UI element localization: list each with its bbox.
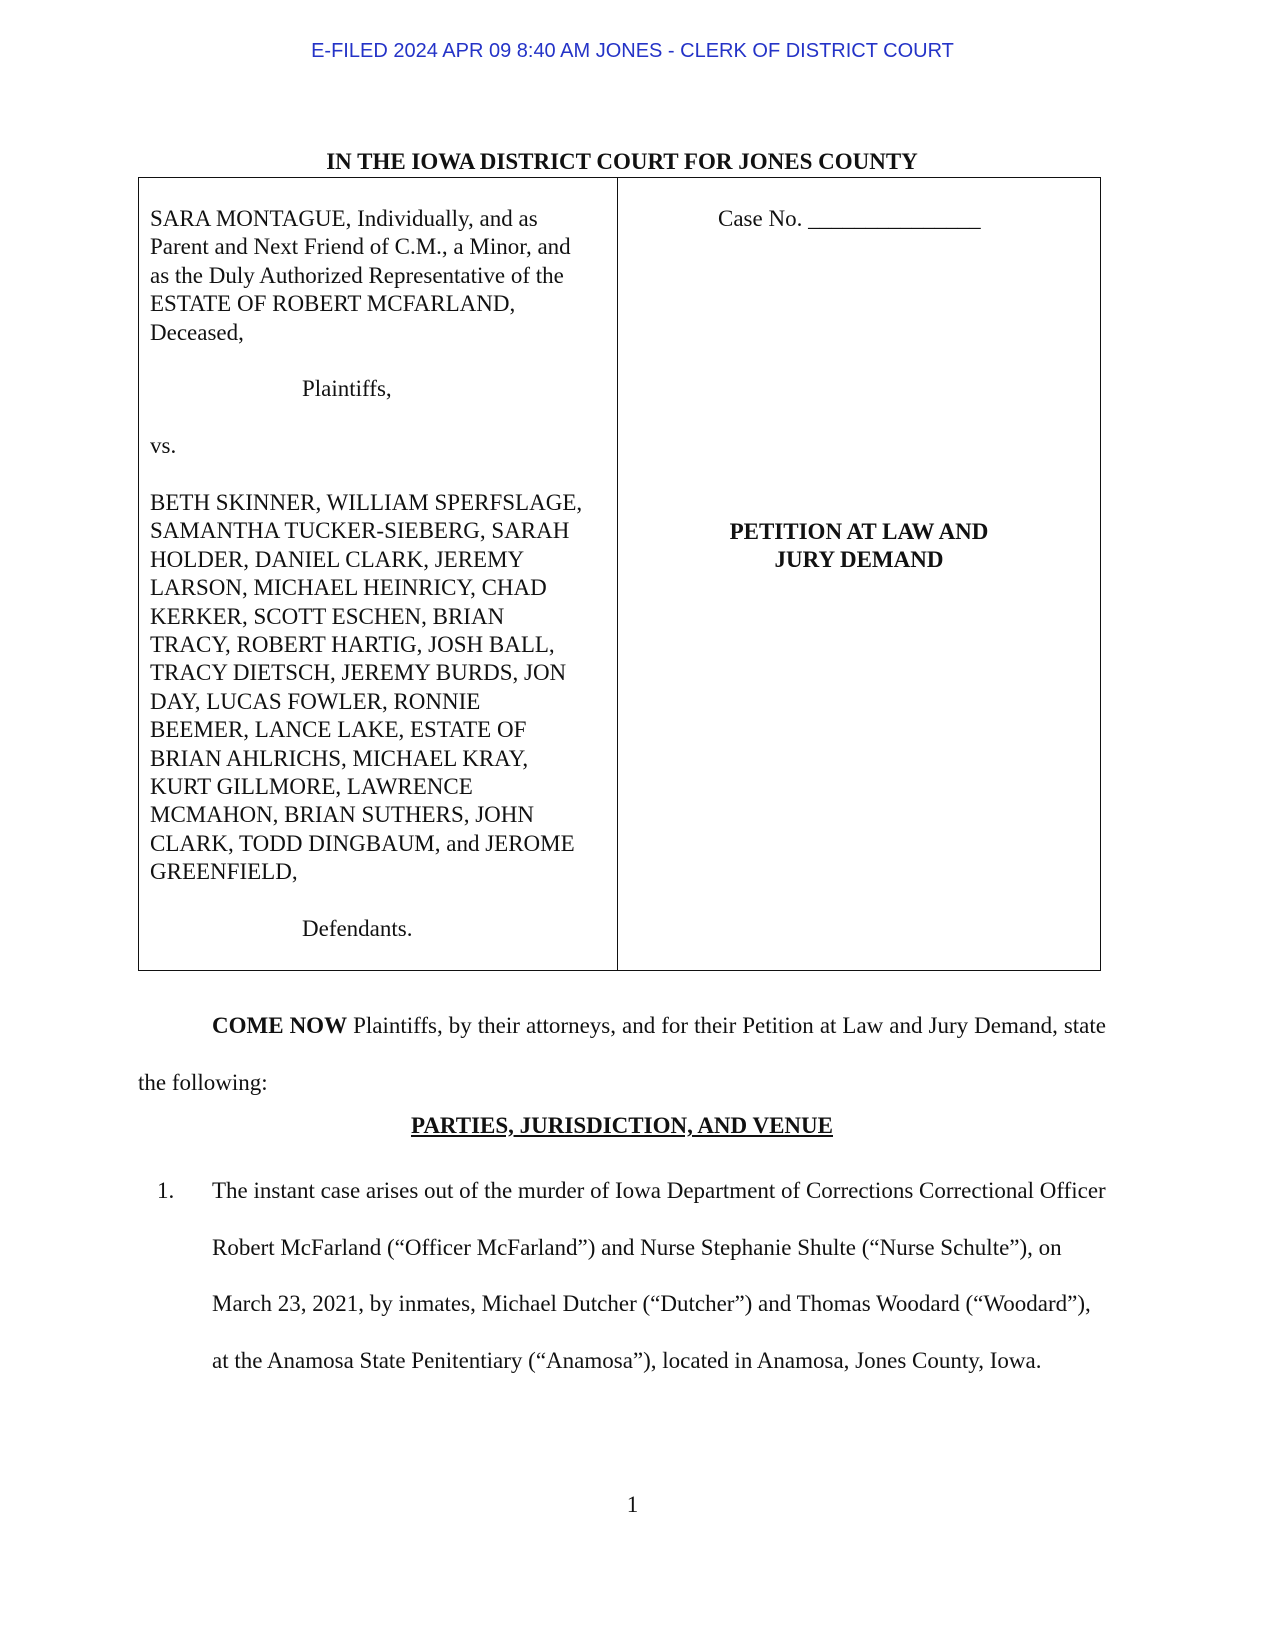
defendants-role: Defendants.: [302, 916, 413, 942]
defendant-line: HOLDER, DANIEL CLARK, JEREMY: [150, 546, 525, 572]
defendant-line: KERKER, SCOTT ESCHEN, BRIAN: [150, 603, 505, 629]
defendant-line: TRACY, ROBERT HARTIG, JOSH BALL,: [150, 632, 555, 658]
efile-stamp: E-FILED 2024 APR 09 8:40 AM JONES - CLERK OF DISTRICT COURT: [311, 40, 954, 62]
intro-paragraph: [138, 998, 1106, 1111]
defendant-names: [150, 489, 607, 887]
court-title: IN THE IOWA DISTRICT COURT FOR JONES COUNTY: [326, 149, 918, 174]
plaintiff-line: SARA MONTAGUE, Individually, and as: [150, 206, 538, 231]
intro-text: Plaintiffs, by their attorneys, and for their Petition at Law and Jury Demand, state the following:: [138, 1013, 1106, 1095]
page-number: 1: [626, 1492, 639, 1517]
defendant-line: KURT GILLMORE, LAWRENCE: [150, 774, 473, 800]
document-title-line: JURY DEMAND: [774, 547, 944, 573]
section-heading: PARTIES, JURISDICTION, AND VENUE: [410, 1113, 833, 1138]
intro-lead: COME NOW: [212, 1013, 348, 1038]
plaintiff-names: [150, 205, 607, 347]
plaintiff-line: ESTATE OF ROBERT MCFARLAND,: [150, 291, 516, 317]
document-title-line: PETITION AT LAW AND: [729, 519, 989, 544]
case-number: Case No. _______________: [718, 206, 981, 231]
defendant-line: BETH SKINNER, WILLIAM SPERFSLAGE,: [150, 490, 583, 516]
defendant-line: SAMANTHA TUCKER-SIEBERG, SARAH: [150, 518, 570, 544]
defendant-line: MCMAHON, BRIAN SUTHERS, JOHN: [150, 802, 535, 828]
numbered-paragraph: [138, 1163, 1106, 1389]
defendant-line: BRIAN AHLRICHS, MICHAEL KRAY,: [150, 745, 529, 771]
plaintiff-line: Parent and Next Friend of C.M., a Minor, and: [150, 234, 571, 260]
caption-case-cell: [618, 178, 1100, 970]
defendant-line: CLARK, TODD DINGBAUM, and JEROME: [150, 830, 575, 856]
defendant-line: LARSON, MICHAEL HEINRICY, CHAD: [150, 575, 547, 601]
plaintiff-line: Deceased,: [150, 319, 244, 345]
caption-parties-cell: [139, 178, 618, 970]
defendant-line: DAY, LUCAS FOWLER, RONNIE: [150, 688, 481, 714]
case-caption-table: [138, 177, 1101, 971]
document-title: [618, 518, 1100, 575]
paragraph-number: 1.: [157, 1178, 175, 1203]
paragraph-text: The instant case arises out of the murder of Iowa Department of Corrections Correctional Officer Robert McFarland (“Officer McFarland”) and Nurse Stephanie Shulte (“Nurse Schulte”), on March 23, 2021, by inmates, Michael Dutcher (“Dutcher”) and Thomas Woodard (“Woodard”), at the Anamosa State Penitentiary (“Anamosa”), located in Anamosa, Jones County, Iowa.: [212, 1178, 1106, 1373]
defendant-line: TRACY DIETSCH, JEREMY BURDS, JON: [150, 660, 567, 686]
defendant-line: BEEMER, LANCE LAKE, ESTATE OF: [150, 717, 527, 743]
plaintiff-line: as the Duly Authorized Representative of the: [150, 262, 564, 288]
plaintiffs-role: Plaintiffs,: [302, 376, 392, 402]
versus: vs.: [150, 433, 177, 459]
defendant-line: GREENFIELD,: [150, 859, 298, 885]
